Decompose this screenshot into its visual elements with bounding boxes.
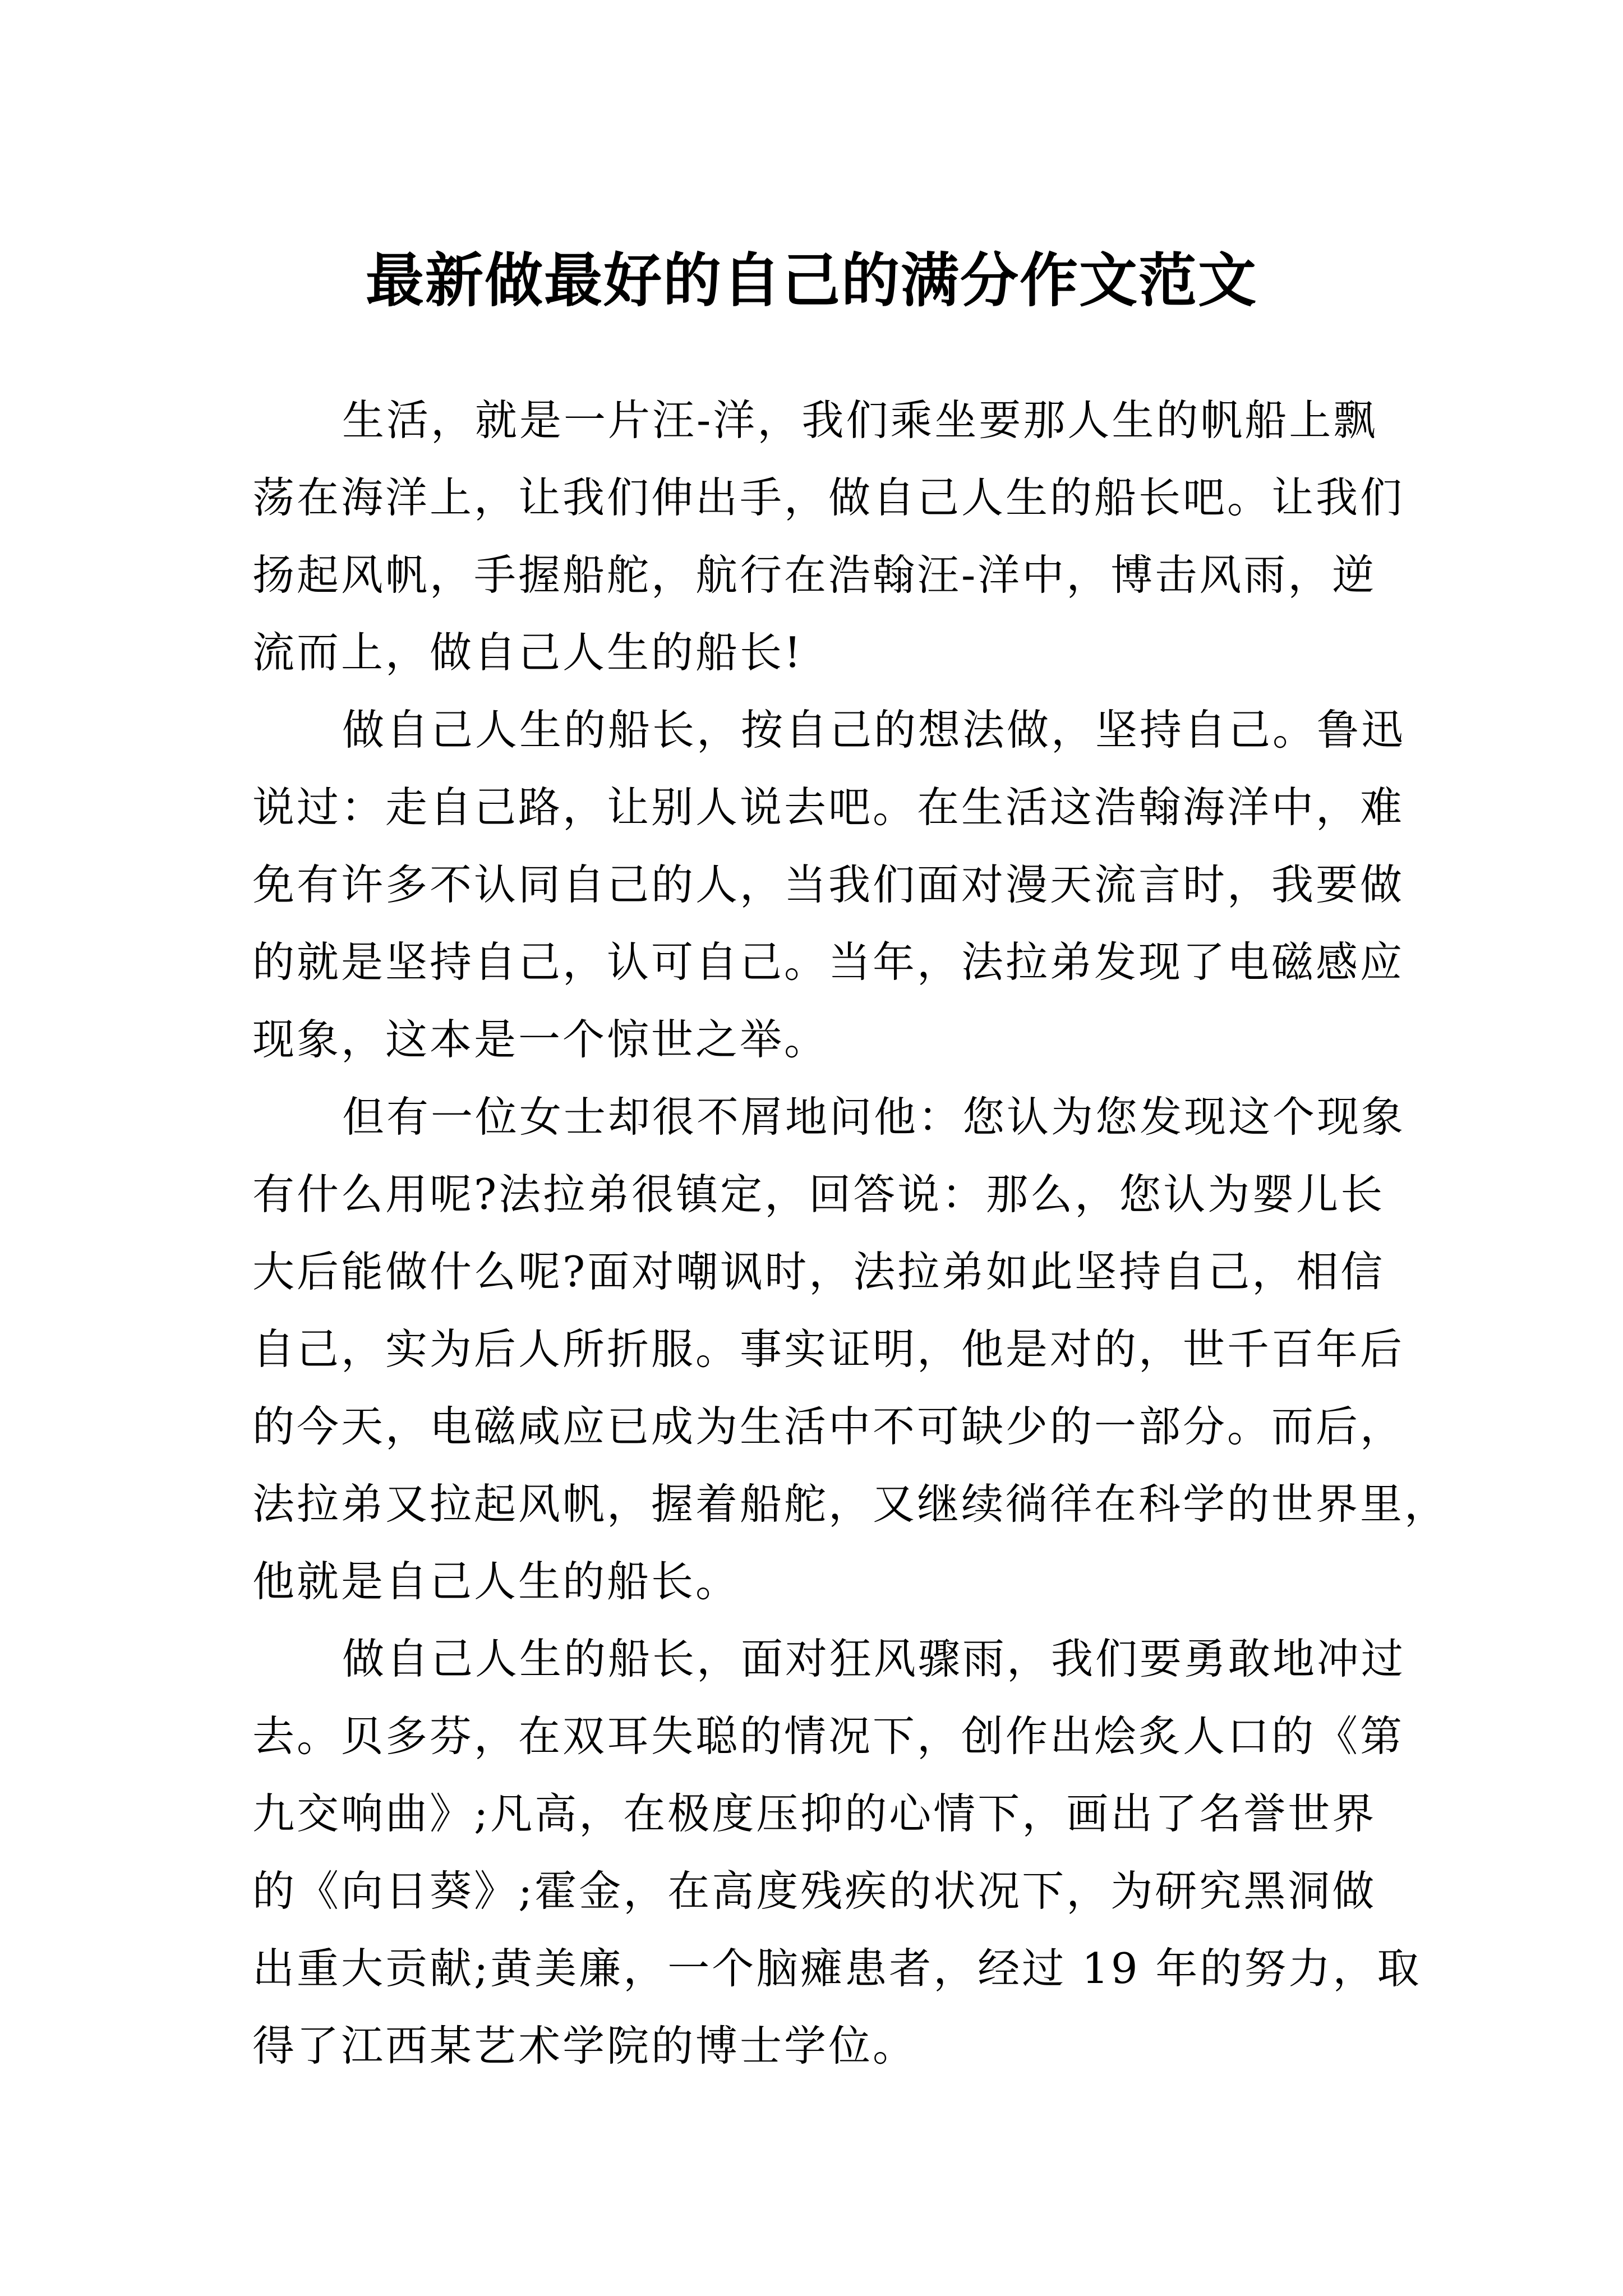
text-line: 流而上，做自己人生的船长! — [252, 628, 804, 677]
text-line: 自己，实为后人所折服。事实证明，他是对的，世千百年后 — [252, 1324, 1405, 1374]
text-line: 的就是坚持自己，认可自己。当年，法拉弟发现了电磁感应 — [252, 937, 1405, 987]
paragraph — [252, 381, 1405, 691]
text-line: 法拉弟又拉起风帆，握着船舵，又继续徜徉在科学的世界里， — [252, 1479, 1449, 1529]
document-body — [252, 381, 1449, 2085]
text-line: 他就是自己人生的船长。 — [252, 1557, 740, 1606]
text-line: 说过：走自己路，让别人说去吧。在生活这浩翰海洋中，难 — [252, 783, 1405, 832]
text-line: 的今天，电磁咸应已成为生活中不可缺少的一部分。而后， — [252, 1402, 1405, 1451]
paragraph — [252, 1078, 1449, 1620]
text-line: 做自己人生的船长，面对狂风骤雨，我们要勇敢地冲过 — [342, 1634, 1406, 1683]
text-line: 免有许多不认同自己的人，当我们面对漫天流言时，我要做 — [252, 860, 1405, 909]
text-line: 做自己人生的船长，按自己的想法做，坚持自己。鲁迅 — [342, 705, 1406, 754]
text-line: 大后能做什么呢?面对嘲讽时，法拉弟如此坚持自己，相信 — [252, 1247, 1385, 1296]
text-line: 出重大贡献;黄美廉，一个脑瘫患者，经过 19 年的努力，取 — [252, 1944, 1422, 1993]
text-line: 现象，这本是一个惊世之举。 — [252, 1015, 829, 1064]
text-line: 去。贝多芬，在双耳失聪的情况下，创作出烩炙人口的《第 — [252, 1711, 1405, 1761]
text-line: 但有一位女士却很不屑地问他：您认为您发现这个现象 — [342, 1092, 1406, 1142]
text-line: 的《向日葵》;霍金，在高度残疾的状况下，为研究黑洞做 — [252, 1866, 1377, 1916]
text-line: 九交响曲》;凡高，在极度压抑的心情下，画出了名誉世界 — [252, 1789, 1377, 1838]
text-line: 荡在海洋上，让我们伸出手，做自己人生的船长吧。让我们 — [252, 473, 1405, 522]
text-line: 扬起风帆，手握船舵，航行在浩翰汪-洋中，博击风雨，逆 — [252, 550, 1377, 600]
text-line: 得了江西某艺术学院的博士学位。 — [252, 2021, 917, 2070]
document-title: 最新做最好的自己的满分作文范文 — [365, 246, 1257, 315]
text-line: 有什么用呢?法拉弟很镇定，回答说：那么，您认为婴儿长 — [252, 1170, 1385, 1219]
text-line: 生活，就是一片汪-洋，我们乘坐要那人生的帆船上飘 — [342, 395, 1378, 445]
paragraph — [252, 691, 1406, 1078]
paragraph — [252, 1620, 1422, 2085]
